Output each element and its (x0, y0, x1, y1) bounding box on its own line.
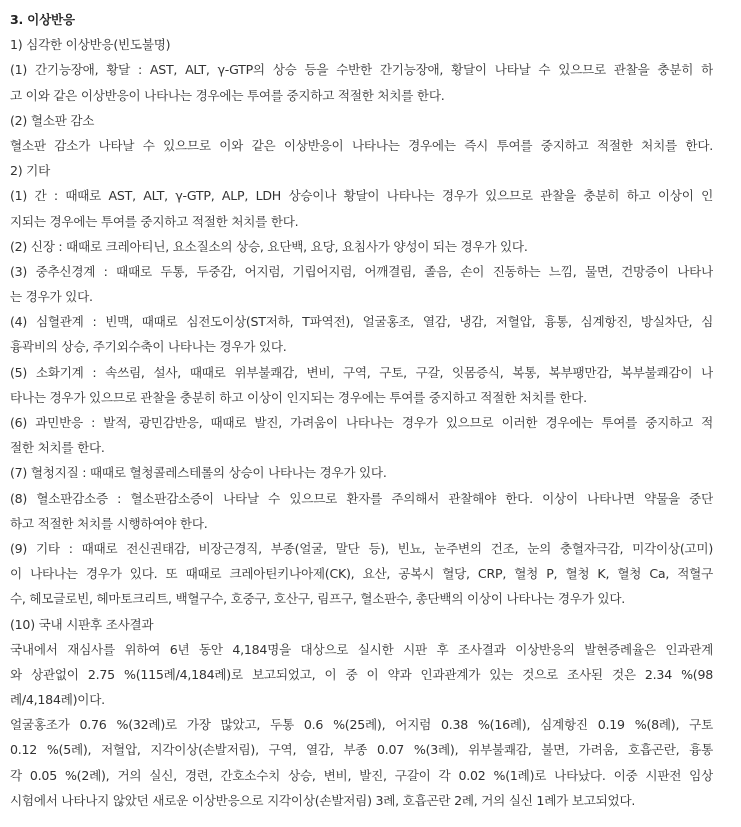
text-line: (3) 중추신경계 : 때때로 두통, 두중감, 어지럼, 기립어지럼, 어깨결림, 졸음, 손이 진동하는 느낌, 물면, 건망증이 나타나 (10, 263, 713, 279)
text-line: 하고 적절한 처치를 시행하여야 한다. (10, 515, 208, 531)
text-line: (6) 과민반응 : 발적, 광민감반응, 때때로 발진, 가려움이 나타나는 경우가 있으므로 이러한 경우에는 투여를 중지하고 적 (10, 415, 713, 430)
text-line: (10) 국내 시판후 조사결과 (10, 616, 154, 632)
text-line: 시험에서 나타나지 않았던 새로운 이상반응으로 지각이상(손발저림) 3례, 호흡곤란 2례, 거의 실신 1례가 보고되었다. (10, 792, 636, 808)
text-line: (8) 혈소판감소증 : 혈소판감소증이 나타날 수 있으므로 환자를 주의해서 관찰해야 한다. 이상이 나타나면 약물을 중단 (10, 490, 713, 506)
text-line: 지되는 경우에는 투여를 중지하고 적절한 처치를 한다. (10, 213, 299, 229)
text-line: 1) 심각한 이상반응(빈도불명) (10, 37, 171, 53)
text-line: 2) 기타 (10, 163, 51, 179)
text-line: 고 이와 같은 이상반응이 나타나는 경우에는 투여를 중지하고 적절한 처치를 한다. (10, 87, 445, 103)
text-line: 혈소판 감소가 나타날 수 있으므로 이와 같은 이상반응이 나타나는 경우에는 즉시 투여를 중지하고 적절한 처치를 한다. (10, 137, 713, 153)
text-line: (4) 심혈관계 : 빈맥, 때때로 심전도이상(ST저하, T파역전), 얼굴홍조, 열감, 냉감, 저혈압, 흉통, 심계항진, 방실차단, 심 (10, 314, 713, 330)
text-line: 절한 처치를 한다. (10, 440, 105, 456)
text-line: (1) 간기능장애, 황달 : AST, ALT, γ-GTP의 상승 등을 수반한 간기능장애, 황달이 나타날 수 있으므로 관찰을 충분히 하 (10, 62, 713, 78)
text-line: 흉곽비의 상승, 주기외수축이 나타나는 경우가 있다. (10, 339, 287, 355)
text-line: 얼굴홍조가 0.76 %(32례)로 가장 많았고, 두통 0.6 %(25례), 어지럼 0.38 %(16례), 심계항진 0.19 %(8례), 구토 (10, 717, 713, 733)
text-line: 각 0.05 %(2례), 거의 실신, 경련, 간호소수치 상승, 변비, 발진, 구갈이 각 0.02 %(1례)로 나타났다. 이중 시판전 임상 (10, 767, 713, 783)
text-line: 이 나타나는 경우가 있다. 또 때때로 크레아틴키나아제(CK), 요산, 공복시 혈당, CRP, 혈청 P, 혈청 K, 혈청 Ca, 적혈구 (10, 566, 713, 582)
text-line: (2) 신장 : 때때로 크레아티닌, 요소질소의 상승, 요단백, 요당, 요침사가 양성이 되는 경우가 있다. (10, 238, 528, 254)
text-line: (1) 간 : 때때로 AST, ALT, γ-GTP, ALP, LDH 상승이나 황달이 나타나는 경우가 있으므로 관찰을 충분히 하고 이상이 인 (10, 188, 713, 204)
text-line: 례/4,184례)이다. (10, 692, 105, 708)
text-line: (5) 소화기계 : 속쓰림, 설사, 때때로 위부불쾌감, 변비, 구역, 구토, 구갈, 잇몸증식, 복통, 복부팽만감, 복부불쾌감이 나 (10, 364, 713, 380)
text-line: 수, 헤모글로빈, 헤마토크리트, 백혈구수, 호중구, 호산구, 림프구, 혈소판수, 총단백의 이상이 나타나는 경우가 있다. (10, 591, 626, 607)
text-line: 와 상관없이 2.75 %(115례/4,184례)로 보고되었고, 이 중 이 약과 인과관계가 있는 것으로 조사된 것은 2.34 %(98 (10, 666, 713, 682)
text-line: (2) 혈소판 감소 (10, 112, 95, 128)
section-heading: 3. 이상반응 (10, 12, 75, 27)
text-line: 0.12 %(5례), 저혈압, 지각이상(손발저림), 구역, 열감, 부종 0.07 %(3례), 위부불쾌감, 불면, 가려움, 호흡곤란, 흉통 (10, 742, 713, 758)
text-line: (7) 혈청지질 : 때때로 혈청콜레스테롤의 상승이 나타나는 경우가 있다. (10, 465, 387, 481)
text-line: (9) 기타 : 때때로 전신권태감, 비장근경직, 부종(얼굴, 말단 등), 빈뇨, 눈주변의 건조, 눈의 충혈자극감, 미각이상(고미) (10, 540, 713, 556)
text-line: 국내에서 재심사를 위하여 6년 동안 4,184명을 대상으로 실시한 시판 후 조사결과 이상반응의 발현증례율은 인과관계 (10, 641, 713, 657)
text-line: 는 경우가 있다. (10, 289, 93, 305)
text-line: 타나는 경우가 있으므로 관찰을 충분히 하고 이상이 인지되는 경우에는 투여를 중지하고 적절한 처치를 한다. (10, 389, 587, 405)
